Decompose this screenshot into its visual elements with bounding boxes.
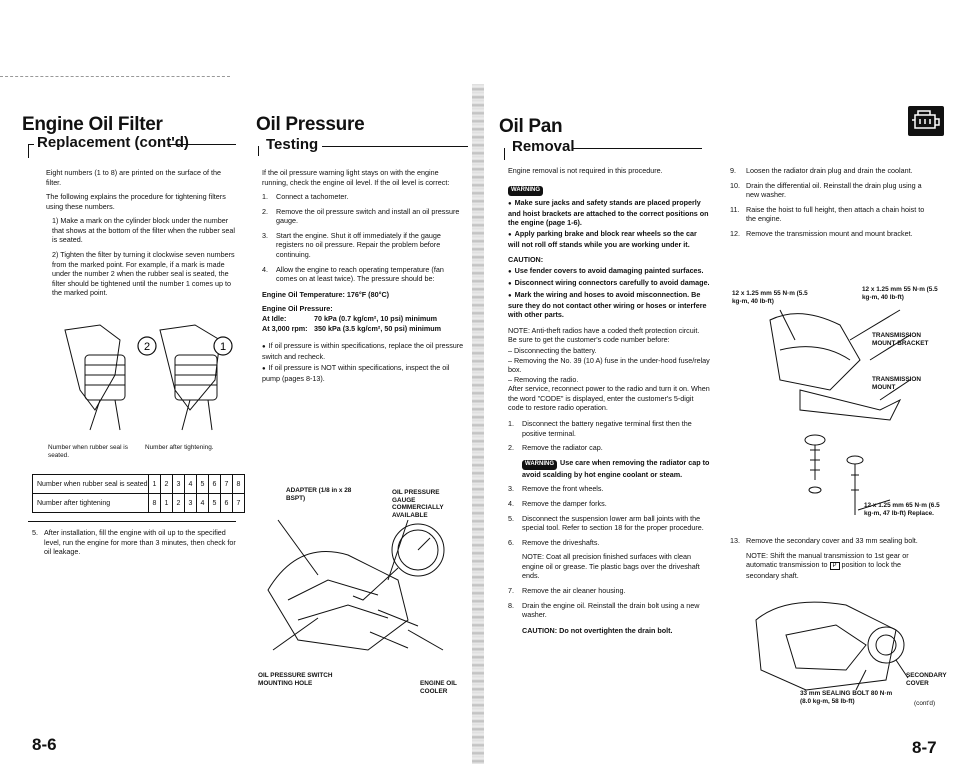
table-bottom-rule: [28, 521, 236, 522]
radio-dash-1: – Disconnecting the battery.: [508, 346, 597, 356]
shift-note: [730, 551, 934, 581]
step-number: 1.: [262, 192, 268, 202]
step-text: Remove the air cleaner housing.: [522, 585, 626, 595]
cell: 6: [209, 475, 221, 494]
step-text: Remove the radiator cap.: [522, 443, 603, 453]
left-step2: 2) Tighten the filter by turning it clockwise seven numbers from the marked point. For example, if a mark is made under the number 2 when the rubber seal is seated, the filter should be tightened until the number 1 comes up to the marked point.: [52, 250, 235, 298]
radiator-warning-text: Use care when removing the radiator cap to avoid scalding by hot engine coolant or steam.: [522, 457, 710, 479]
right-page-number: 8-7: [912, 738, 937, 757]
idle-spec: [262, 314, 466, 324]
torque-bottom: 12 x 1.25 mm 65 N·m (6.5 kg-m, 47 lb-ft) Replace.: [864, 502, 940, 517]
left-title: Engine Oil Filter: [22, 114, 163, 135]
step-number: 5.: [508, 513, 514, 523]
list-item: ● Make sure jacks and safety stands are placed properly and hoist brackets are attached to the correct positions on the engine (page 1-6).: [508, 198, 710, 228]
left-subtitle-rule: [168, 144, 236, 145]
middle-subtitle-rule: [322, 146, 468, 147]
continued-label: (cont'd): [914, 700, 936, 707]
right-step-6: [508, 538, 710, 548]
left-p2: The following explains the procedure for tightening filters using these numbers.: [46, 192, 226, 211]
step-text: Drain the differential oil. Reinstall the drain plug using a new washer.: [746, 180, 922, 200]
right-col-b: [730, 166, 930, 243]
right-step-1: [508, 419, 710, 438]
pressure-label: Engine Oil Pressure:: [262, 304, 333, 314]
cell: 8: [233, 475, 245, 494]
step-number: 9.: [730, 166, 736, 175]
scan-edge: [0, 76, 230, 77]
step-text: Remove the damper forks.: [522, 498, 607, 508]
left-p1: Eight numbers (1 to 8) are printed on the surface of the filter.: [46, 168, 221, 187]
step-number: 3.: [508, 484, 514, 494]
secondary-cover-label: SECONDARY COVER: [906, 672, 947, 687]
middle-title: Oil Pressure: [256, 114, 365, 135]
step-text: Allow the engine to reach operating temperature (fan comes on at least twice). The pressure should be:: [276, 264, 444, 284]
table-row: [33, 494, 245, 513]
step-text: Remove the oil pressure switch and install an oil pressure gauge.: [276, 206, 460, 226]
left-step1: 1) Make a mark on the cylinder block under the number that shows at the bottom of the filter when the rubber seal is seated.: [52, 216, 235, 245]
step-number: 2.: [262, 206, 268, 216]
right-step-13: [730, 536, 934, 586]
step-text: Remove the secondary cover and 33 mm sealing bolt.: [746, 536, 918, 545]
list-item: ● Use fender covers to avoid damaging painted surfaces.: [508, 266, 710, 277]
step-number: 4.: [508, 498, 514, 508]
cell: 2: [161, 475, 173, 494]
right-step-8: [508, 601, 710, 620]
middle-body: [262, 168, 466, 384]
step-number: 13.: [730, 536, 740, 545]
right-subtitle-rule: [572, 148, 702, 149]
step-text: Loosen the radiator drain plug and drain the coolant.: [746, 166, 913, 175]
rpm-value: 350 kPa (3.5 kg/cm², 50 psi) minimum: [314, 323, 442, 333]
step-number: 11.: [730, 204, 740, 214]
rpm-spec: [262, 324, 466, 334]
step-number: 7.: [508, 585, 514, 595]
list-item: ● Mark the wiring and hoses to avoid misconnection. Be sure they do not contact other wiring or hoses or interfere with other parts.: [508, 290, 710, 320]
park-box: P: [830, 562, 840, 570]
caution-list: [508, 266, 710, 320]
right-step-7: [508, 586, 710, 596]
right-step-3: [508, 484, 710, 494]
row1-label: Number when rubber seal is seated: [33, 475, 149, 494]
gauge-label: OIL PRESSURE GAUGE COMMERCIALLY AVAILABLE: [392, 489, 444, 520]
step-number: 2.: [508, 443, 514, 453]
step-number: 10.: [730, 180, 740, 190]
oil-pressure-gauge-figure: [258, 500, 468, 660]
step-number: 12.: [730, 228, 740, 238]
right-step-9: [730, 166, 930, 176]
after-service: After service, reconnect power to the radio and turn it on. When the word "CODE" is displayed, enter the customer's 5-digit code to restore radio operation.: [508, 384, 710, 413]
cell: 4: [185, 475, 197, 494]
cell: 5: [197, 475, 209, 494]
middle-step-3: [262, 231, 466, 260]
right-step-12: [730, 229, 930, 239]
cap-seated: Number when rubber seal is seated.: [48, 444, 128, 459]
drain-caution: CAUTION: Do not overtighten the drain bolt.: [522, 625, 673, 635]
cell: 7: [233, 494, 245, 513]
row2-label: Number after tightening: [33, 494, 149, 513]
cell: 3: [173, 475, 185, 494]
step-text: Remove the transmission mount and mount bracket.: [746, 228, 913, 238]
step-13: [730, 536, 934, 546]
step-text: Remove the front wheels.: [522, 484, 604, 494]
shift-note-text-b: position to lock the secondary shaft.: [746, 560, 902, 581]
radio-note: NOTE: Anti-theft radios have a coded theft protection circuit. Be sure to get the customer's code number before:: [508, 325, 700, 345]
middle-intro: If the oil pressure warning light stays on with the engine running, check the engine oil level. If the oil level is correct:: [262, 168, 450, 187]
left-body: [46, 168, 236, 303]
right-step-11: [730, 205, 930, 224]
step-number: 1.: [508, 419, 514, 429]
sealing-bolt-label: 33 mm SEALING BOLT 80 N·m (8.0 kg-m, 58 lb-ft): [800, 690, 893, 705]
step5-number: 5.: [32, 528, 38, 537]
caution-heading: CAUTION:: [508, 255, 544, 265]
cell: 7: [221, 475, 233, 494]
right-bracket: [504, 148, 505, 160]
left-bracket: [28, 144, 29, 158]
step-number: 6.: [508, 537, 514, 547]
cell: 8: [149, 494, 161, 513]
right-intro: Engine removal is not required in this procedure.: [508, 166, 663, 175]
cell: 1: [149, 475, 161, 494]
tightening-table: [32, 474, 245, 513]
right-title: Oil Pan: [499, 116, 563, 137]
list-item: ● Apply parking brake and block rear wheels so the car will not roll off stands while you are working under it.: [508, 229, 710, 250]
left-page-number: 8-6: [32, 735, 57, 754]
list-item: ● Disconnect wiring connectors carefully to avoid damage.: [508, 278, 710, 289]
step-text: Start the engine. Shut it off immediately if the gauge registers no oil pressure. Repair the problem before continuing.: [276, 230, 441, 260]
figure-number-1: 1: [219, 341, 227, 353]
step-number: 3.: [262, 230, 268, 240]
coat-note: NOTE: Coat all precision finished surfaces with clean engine oil or grease. Tie plastic bags over the driveshaft ends.: [522, 552, 700, 581]
engine-section-icon: [908, 106, 944, 136]
left-step5: [32, 528, 236, 557]
right-step-10: [730, 181, 930, 200]
left-bracket-top: [28, 144, 34, 145]
middle-bullets: [262, 341, 466, 383]
middle-step-4: [262, 265, 466, 284]
step-number: 4.: [262, 264, 268, 274]
radio-dash-3: – Removing the radio.: [508, 374, 579, 384]
rpm-label: At 3,000 rpm:: [262, 323, 308, 333]
cell: 3: [185, 494, 197, 513]
mounting-hole-label: OIL PRESSURE SWITCH MOUNTING HOLE: [258, 672, 333, 687]
step-text: Disconnect the suspension lower arm ball joints with the special tool. Refer to section 18 for the proper procedure.: [522, 513, 704, 533]
step-text: Connect a tachometer.: [276, 192, 349, 202]
cell: 2: [173, 494, 185, 513]
shift-note-text-a: NOTE: Shift the manual transmission to 1st gear or automatic transmission to: [746, 550, 909, 570]
right-step-2: [508, 443, 710, 453]
table-row: [33, 475, 245, 494]
warning-list: [508, 198, 710, 250]
torque-right: 12 x 1.25 mm 55 N·m (5.5 kg-m, 40 lb-ft): [862, 286, 938, 301]
right-step-4: [508, 499, 710, 509]
right-subtitle: Removal: [512, 138, 575, 155]
left-subtitle: Replacement (cont'd): [37, 134, 189, 151]
list-item: ● If oil pressure is within specifications, replace the oil pressure switch and recheck.: [262, 341, 466, 362]
oil-temperature: Engine Oil Temperature: 176°F (80°C): [262, 289, 390, 299]
step-text: Drain the engine oil. Reinstall the drain bolt using a new washer.: [522, 600, 700, 620]
oil-cooler-label: ENGINE OIL COOLER: [420, 680, 457, 695]
oil-filter-figure: [60, 320, 240, 440]
right-step-5: [508, 514, 710, 533]
figure-number-2: 2: [143, 341, 151, 353]
idle-label: At Idle:: [262, 313, 287, 323]
warning-badge: WARNING: [522, 460, 557, 470]
adapter-label: ADAPTER (1/8 in x 28 BSPT): [286, 487, 352, 502]
mount-bracket-label: TRANSMISSION MOUNT BRACKET: [872, 332, 929, 347]
cell: 5: [209, 494, 221, 513]
middle-step-2: [262, 207, 466, 226]
torque-left: 12 x 1.25 mm 55 N·m (5.5 kg-m, 40 lb-ft): [732, 290, 808, 305]
cap-tightened: Number after tightening.: [145, 444, 214, 451]
step-text: Remove the driveshafts.: [522, 537, 600, 547]
cell: 6: [221, 494, 233, 513]
radio-dash-2: – Removing the No. 39 (10 A) fuse in the under-hood fuse/relay box.: [508, 355, 710, 375]
right-col-a: [508, 166, 710, 640]
warning-badge: WARNING: [508, 186, 543, 196]
radiator-warning: [508, 458, 710, 480]
step-text: Disconnect the battery negative terminal first then the positive terminal.: [522, 419, 692, 438]
step5-text: After installation, fill the engine with oil up to the specified level, run the engine for more than 3 minutes, then check for oil leakage.: [44, 528, 236, 557]
mount-label: TRANSMISSION MOUNT: [872, 376, 921, 391]
middle-subtitle: Testing: [266, 136, 319, 153]
middle-bracket: [258, 146, 259, 156]
list-item: ● If oil pressure is NOT within specifications, inspect the oil pump (pages 8-13).: [262, 363, 466, 384]
cell: 4: [197, 494, 209, 513]
cell: 1: [161, 494, 173, 513]
step-number: 8.: [508, 600, 514, 610]
idle-value: 70 kPa (0.7 kg/cm², 10 psi) minimum: [314, 313, 438, 323]
middle-step-1: [262, 192, 466, 202]
page-gutter: [472, 84, 484, 764]
step-text: Raise the hoist to full height, then attach a chain hoist to the engine.: [746, 204, 925, 224]
